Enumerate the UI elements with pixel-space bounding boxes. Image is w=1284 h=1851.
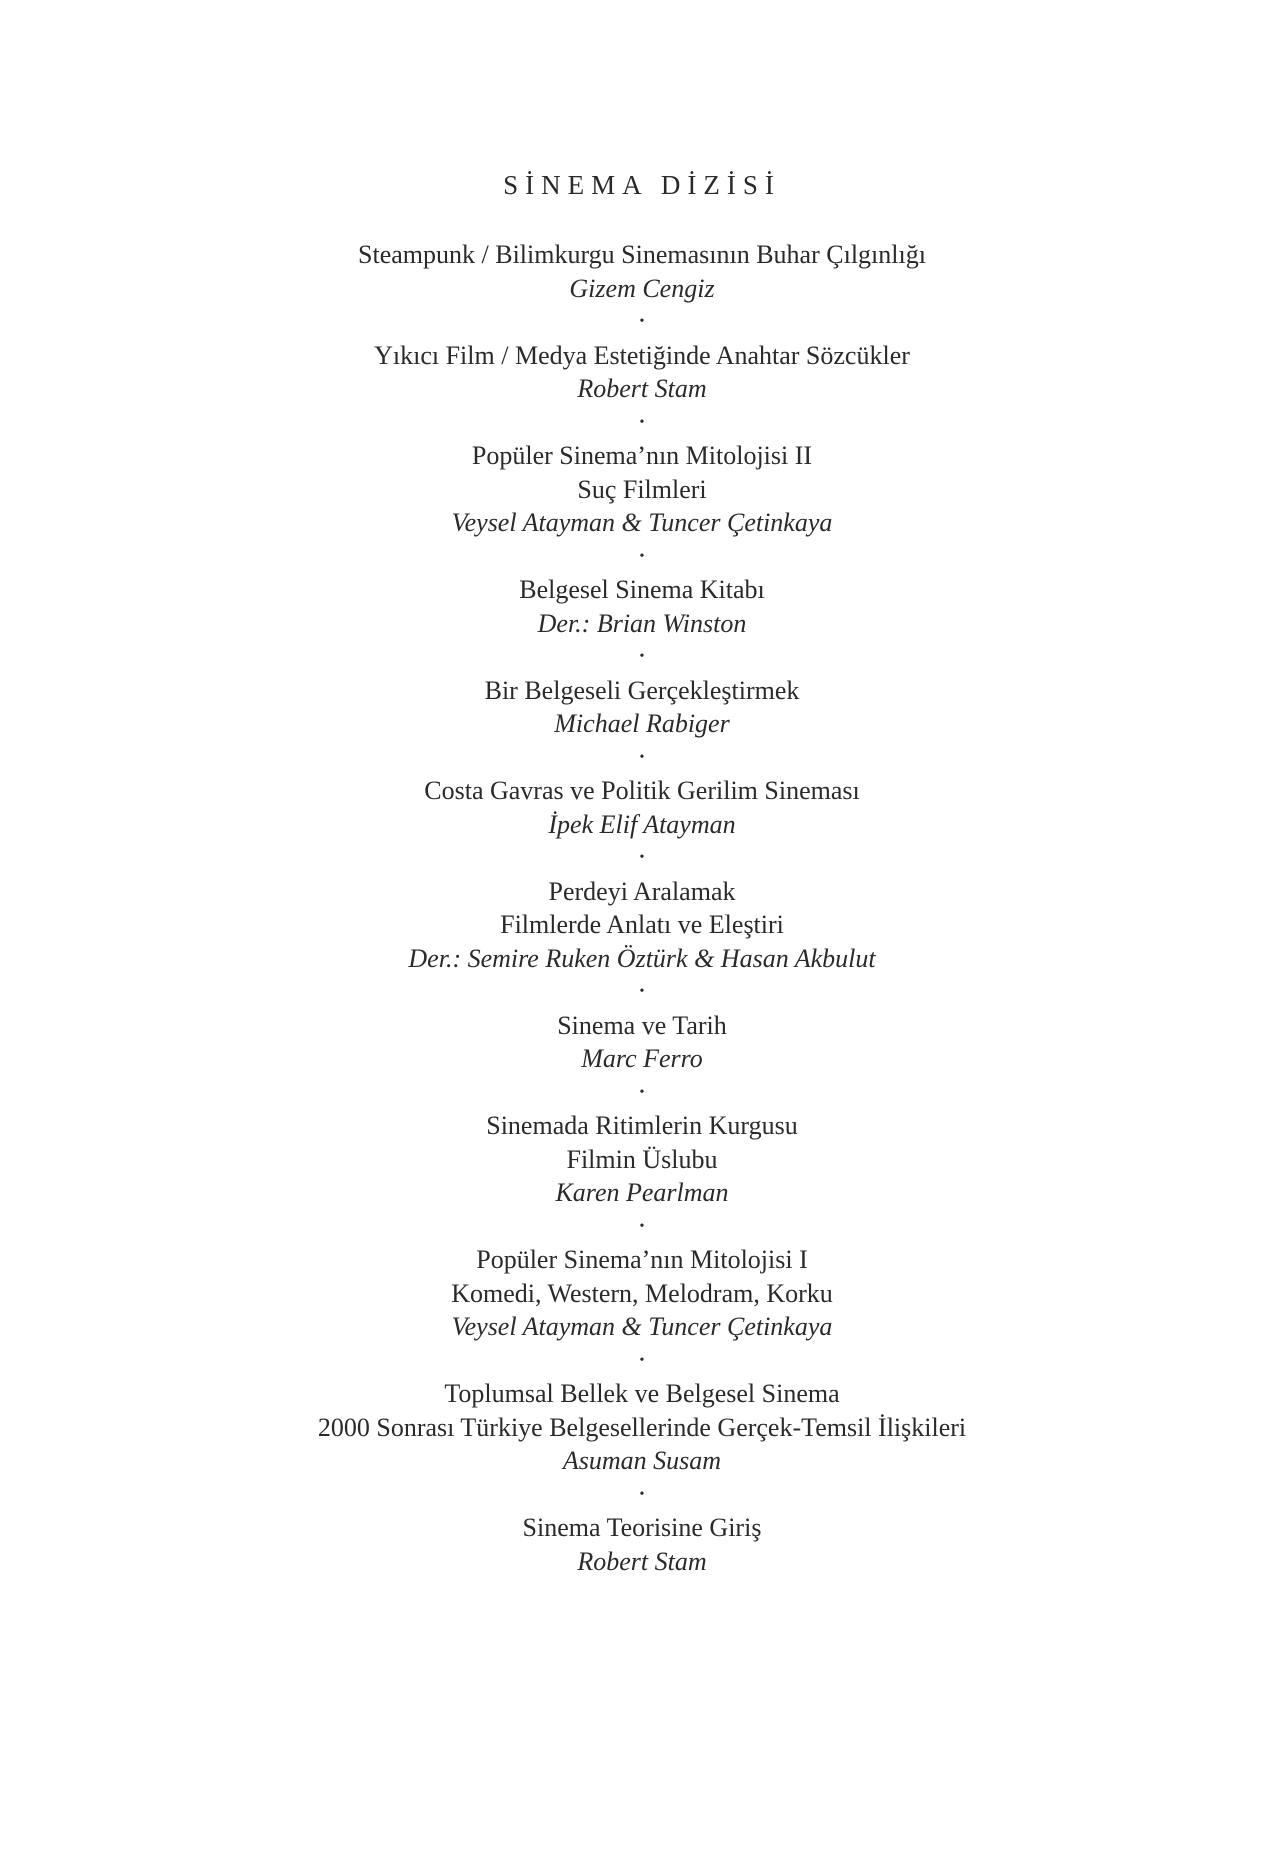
book-title: Sinema Teorisine Giriş bbox=[522, 1513, 762, 1542]
book-author: Veysel Atayman & Tuncer Çetinkaya bbox=[451, 1312, 833, 1341]
book-title: Popüler Sinema’nın Mitolojisi II bbox=[471, 441, 813, 470]
book-subtitle: Filmin Üslubu bbox=[566, 1144, 718, 1174]
book-title: Toplumsal Bellek ve Belgesel Sinema bbox=[444, 1379, 840, 1408]
book-author: Gizem Cengiz bbox=[569, 273, 715, 303]
book-title: Sinema ve Tarih bbox=[557, 1010, 727, 1040]
book-subtitle: 2000 Sonrası Türkiye Belgesellerinde Gerçek-Temsil İlişkileri bbox=[317, 1412, 967, 1442]
book-title: Perdeyi Aralamak bbox=[548, 876, 736, 906]
book-entry bbox=[0, 1243, 1284, 1344]
book-entry bbox=[0, 1109, 1284, 1210]
book-entry bbox=[0, 573, 1284, 640]
book-author: Robert Stam bbox=[577, 1546, 707, 1576]
book-entry bbox=[0, 875, 1284, 976]
book-subtitle: Filmlerde Anlatı ve Eleştiri bbox=[500, 910, 784, 939]
book-entry bbox=[0, 774, 1284, 841]
book-author: Der.: Semire Ruken Öztürk & Hasan Akbulut bbox=[408, 943, 876, 973]
book-author: Michael Rabiger bbox=[554, 709, 730, 738]
separator-bullet: • bbox=[639, 649, 645, 664]
separator-bullet: • bbox=[639, 314, 645, 329]
separator-bullet: • bbox=[639, 1486, 645, 1502]
series-title: SİNEMA DİZİSİ bbox=[503, 170, 781, 200]
book-entry bbox=[0, 238, 1284, 305]
book-entry bbox=[0, 674, 1284, 741]
separator-bullet: • bbox=[639, 548, 645, 564]
separator-bullet: • bbox=[639, 1352, 645, 1368]
separator-bullet: • bbox=[639, 414, 645, 430]
book-title: Steampunk / Bilimkurgu Sinemasının Buhar Çılgınlığı bbox=[358, 240, 926, 269]
book-title: Sinemada Ritimlerin Kurgusu bbox=[486, 1111, 798, 1140]
book-author: Asuman Susam bbox=[562, 1446, 722, 1475]
book-author: Veysel Atayman & Tuncer Çetinkaya bbox=[451, 508, 833, 537]
book-entry bbox=[0, 1511, 1284, 1578]
book-entry bbox=[0, 1377, 1284, 1478]
book-author: Robert Stam bbox=[577, 374, 707, 403]
book-subtitle: Komedi, Western, Melodram, Korku bbox=[451, 1278, 833, 1308]
separator-bullet: • bbox=[639, 1218, 645, 1234]
book-list bbox=[0, 238, 1284, 1578]
separator-bullet: • bbox=[639, 984, 645, 999]
book-entry bbox=[0, 439, 1284, 540]
book-title: Popüler Sinema’nın Mitolojisi I bbox=[476, 1245, 808, 1274]
book-title: Bir Belgeseli Gerçekleştirmek bbox=[484, 675, 800, 705]
separator-bullet: • bbox=[639, 1084, 645, 1100]
separator-bullet: • bbox=[639, 850, 645, 865]
book-entry bbox=[0, 1009, 1284, 1076]
book-author: Marc Ferro bbox=[581, 1044, 703, 1073]
book-title: Belgesel Sinema Kitabı bbox=[519, 575, 765, 604]
book-subtitle: Suç Filmleri bbox=[577, 474, 707, 504]
book-entry bbox=[0, 339, 1284, 406]
book-author: Der.: Brian Winston bbox=[537, 608, 747, 638]
book-title: Yıkıcı Film / Medya Estetiğinde Anahtar Sözcükler bbox=[374, 340, 910, 370]
book-title: Costa Gavras ve Politik Gerilim Sineması bbox=[424, 776, 860, 805]
book-author: İpek Elif Atayman bbox=[548, 809, 736, 839]
separator-bullet: • bbox=[639, 749, 645, 765]
book-author: Karen Pearlman bbox=[555, 1178, 729, 1207]
